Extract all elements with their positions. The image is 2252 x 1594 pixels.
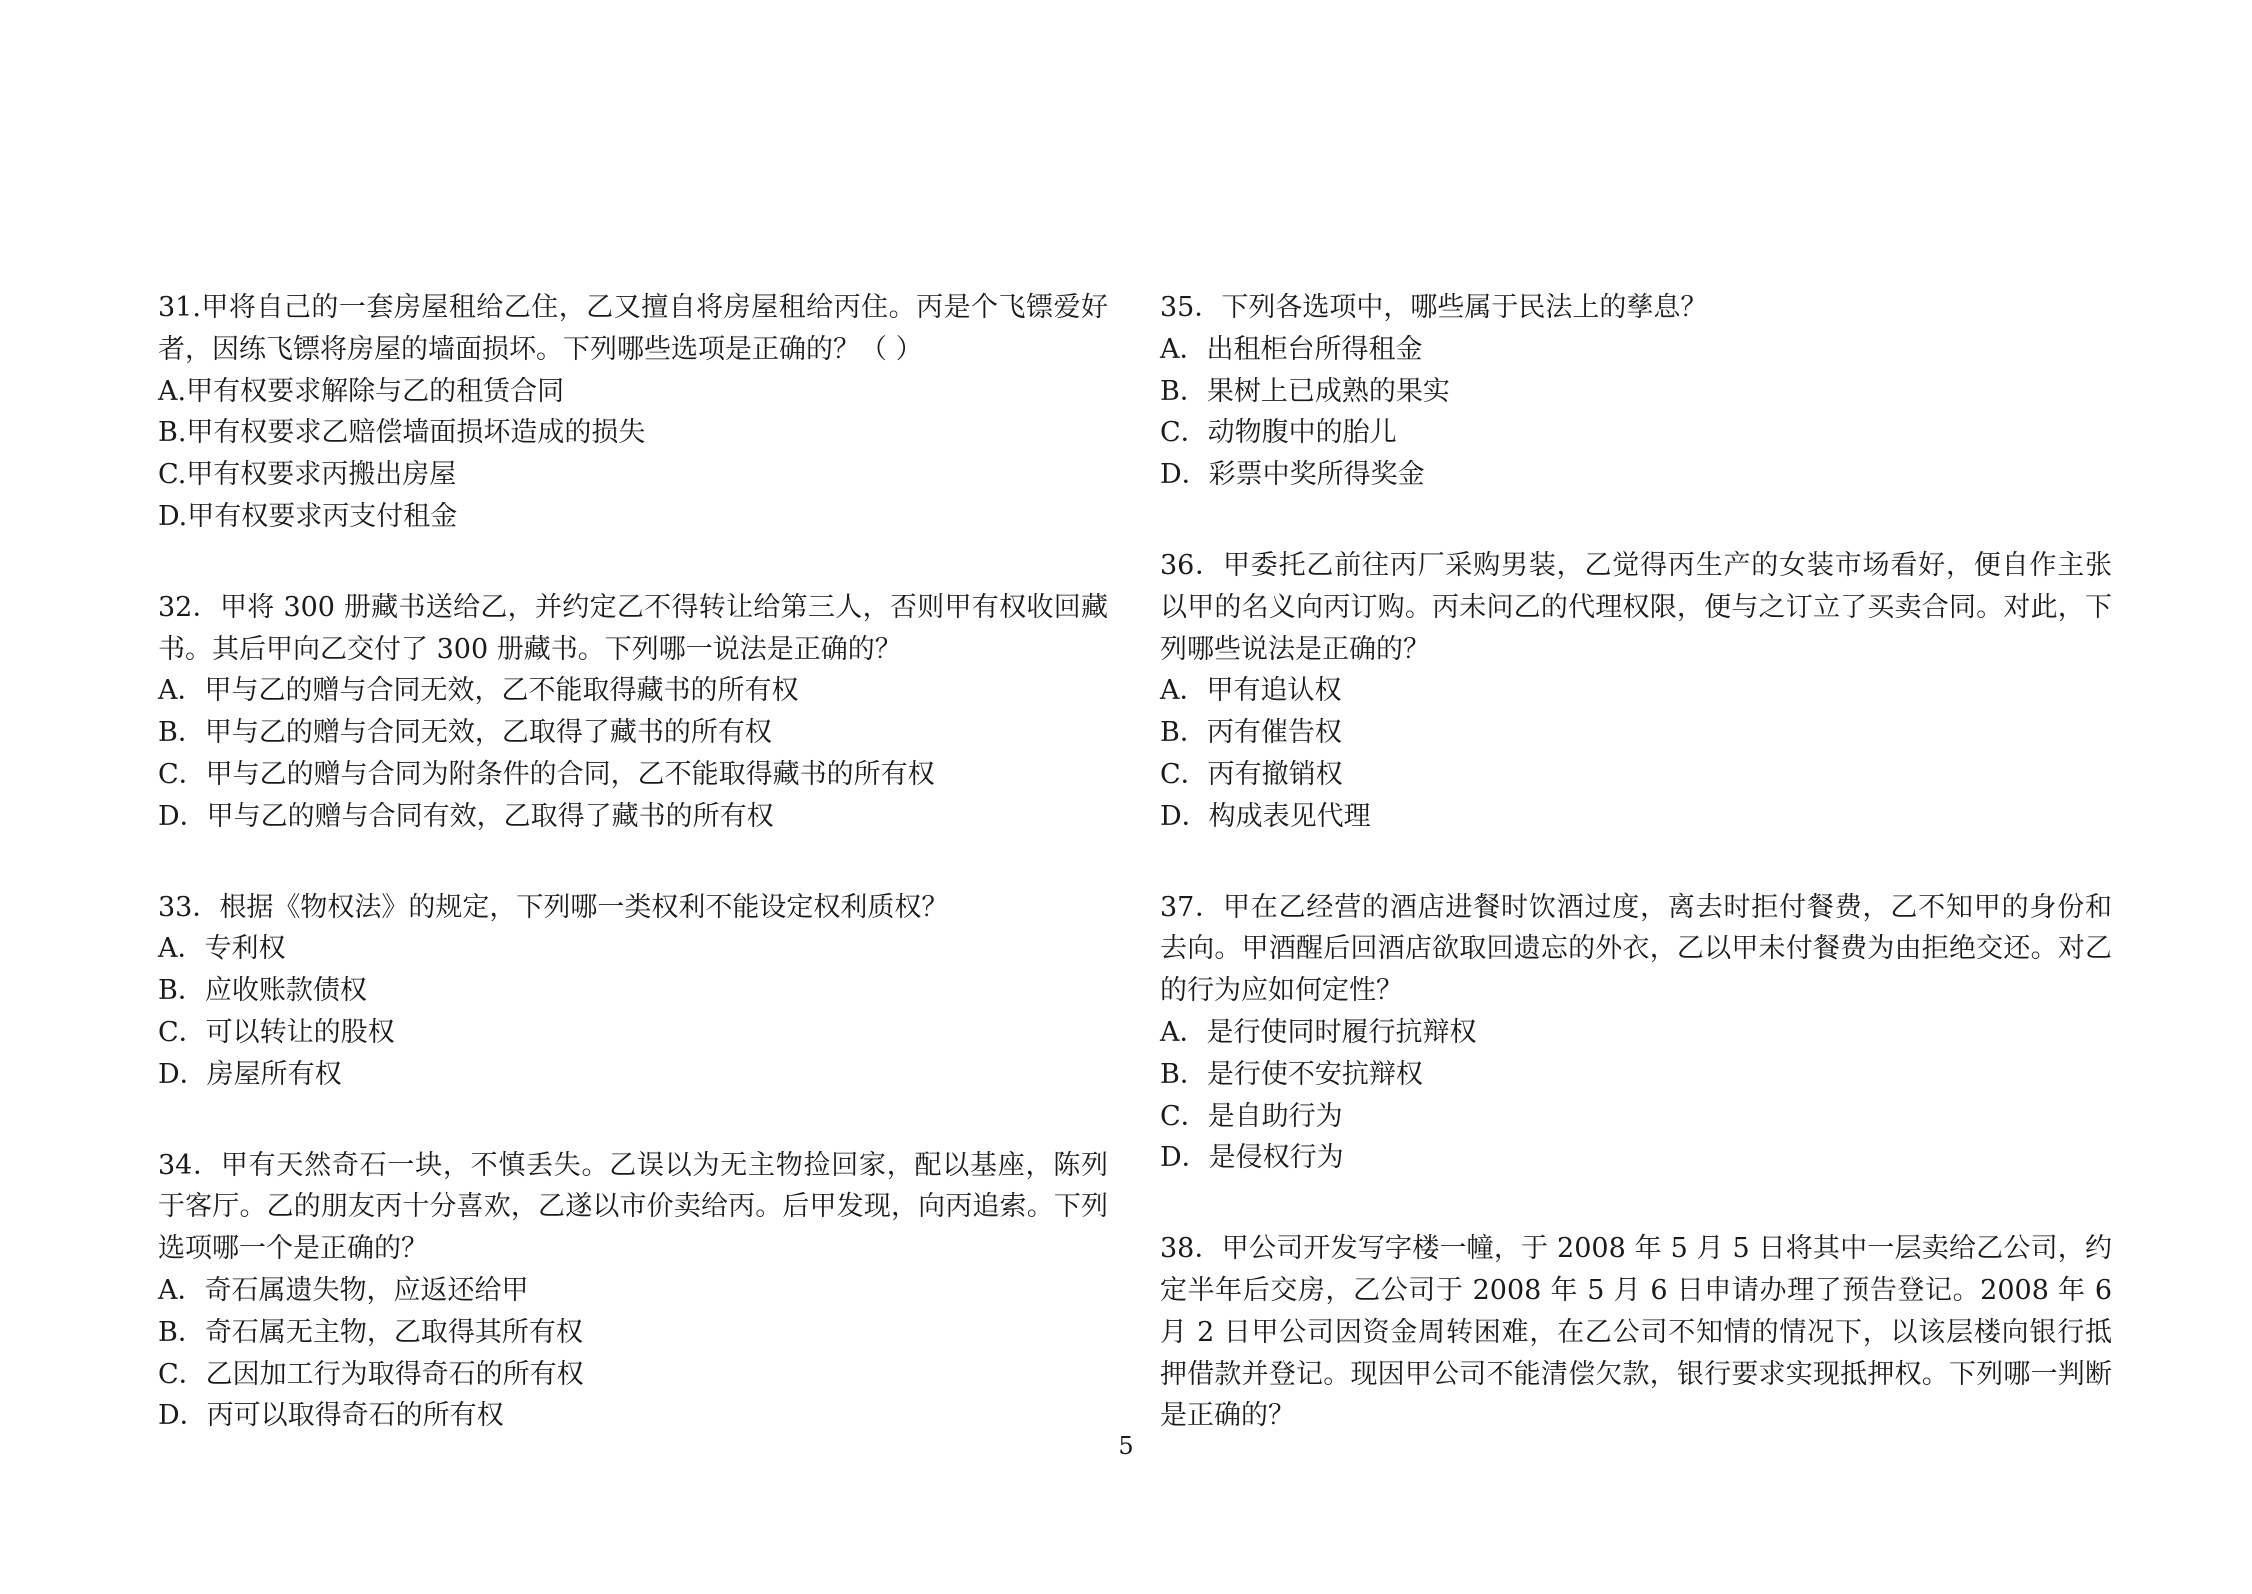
question-stem: 35．下列各选项中，哪些属于民法上的孳息？ [1160, 292, 1708, 323]
option-a: A．甲有追认权 [1160, 675, 1342, 707]
left-column [158, 287, 1108, 1486]
question-36 [1160, 545, 2112, 838]
question-stem: 37．甲在乙经营的酒店进餐时饮酒过度，离去时拒付餐费，乙不知甲的身份和去向。甲酒醒后回酒店欲取回遗忘的外衣，乙以甲未付餐费为由拒绝交还。对乙的行为应如何定性？ [1160, 891, 2112, 1007]
option-a: A．专利权 [158, 933, 286, 965]
option-d: D．房屋所有权 [158, 1058, 342, 1090]
question-35 [1160, 287, 2112, 496]
option-c: C．是自助行为 [1160, 1100, 1343, 1132]
question-38 [1160, 1228, 2112, 1437]
option-b: B．甲与乙的赠与合同无效，乙取得了藏书的所有权 [158, 717, 772, 749]
right-column [1160, 287, 2112, 1486]
option-d: D．彩票中奖所得奖金 [1160, 459, 1425, 491]
question-stem: 33．根据《物权法》的规定，下列哪一类权利不能设定权利质权？ [158, 891, 949, 923]
option-b: B．是行使不安抗辩权 [1160, 1058, 1423, 1090]
option-d: D．丙可以取得奇石的所有权 [158, 1400, 504, 1432]
question-37 [1160, 887, 2112, 1180]
option-a: A．是行使同时履行抗辩权 [1160, 1016, 1477, 1048]
option-c: C．动物腹中的胎儿 [1160, 417, 1397, 449]
option-a: A．奇石属遗失物，应返还给甲 [158, 1274, 529, 1306]
page-number: 5 [1118, 1432, 1134, 1460]
option-a: A.甲有权要求解除与乙的租赁合同 [158, 375, 565, 407]
question-33 [158, 887, 1108, 1096]
option-a: A．出租柜台所得租金 [1160, 333, 1423, 365]
option-d: D．是侵权行为 [1160, 1142, 1344, 1174]
option-b: B．丙有催告权 [1160, 717, 1342, 749]
question-34 [158, 1145, 1108, 1438]
option-c: C．丙有撤销权 [1160, 758, 1343, 790]
option-d: D．构成表见代理 [1160, 800, 1371, 832]
option-d: D．甲与乙的赠与合同有效，乙取得了藏书的所有权 [158, 800, 774, 832]
option-b: B．应收账款债权 [158, 975, 367, 1007]
option-c: C.甲有权要求丙搬出房屋 [158, 459, 457, 491]
option-c: C．乙因加工行为取得奇石的所有权 [158, 1358, 584, 1390]
option-a: A．甲与乙的赠与合同无效，乙不能取得藏书的所有权 [158, 675, 799, 707]
question-stem: 38．甲公司开发写字楼一幢，于 2008 年 5 月 5 日将其中一层卖给乙公司，约定半年后交房，乙公司于 2008 年 5 月 6 日申请办理了预告登记。2008 年 6 月 2 日甲公司因资金周转困难，在乙公司不知情的情况下，以该层楼向银行抵押借款并登记。现因甲公司不能清偿欠款，银行要求实现抵押权。下列哪一判断是正确的？ [1160, 1233, 2112, 1432]
question-stem: 36．甲委托乙前往丙厂采购男装，乙觉得丙生产的女装市场看好，便自作主张以甲的名义向丙订购。丙未问乙的代理权限，便与之订立了买卖合同。对此，下列哪些说法是正确的？ [1160, 549, 2112, 665]
option-b: B．奇石属无主物，乙取得其所有权 [158, 1316, 583, 1348]
option-b: B．果树上已成熟的果实 [1160, 375, 1450, 407]
option-b: B.甲有权要求乙赔偿墙面损坏造成的损失 [158, 417, 646, 449]
option-c: C．可以转让的股权 [158, 1016, 395, 1048]
question-32 [158, 587, 1108, 838]
question-stem: 34．甲有天然奇石一块，不慎丢失。乙误以为无主物捡回家，配以基座，陈列于客厅。乙的朋友丙十分喜欢，乙遂以市价卖给丙。后甲发现，向丙追索。下列选项哪一个是正确的？ [158, 1149, 1108, 1265]
option-c: C．甲与乙的赠与合同为附条件的合同，乙不能取得藏书的所有权 [158, 758, 935, 790]
option-d: D.甲有权要求丙支付租金 [158, 500, 458, 532]
question-stem: 31.甲将自己的一套房屋租给乙住，乙又擅自将房屋租给丙住。丙是个飞镖爱好者，因练飞镖将房屋的墙面损坏。下列哪些选项是正确的？（ ） [158, 292, 1108, 365]
question-stem: 32．甲将 300 册藏书送给乙，并约定乙不得转让给第三人，否则甲有权收回藏书。其后甲向乙交付了 300 册藏书。下列哪一说法是正确的？ [158, 591, 1108, 665]
question-31 [158, 287, 1108, 538]
